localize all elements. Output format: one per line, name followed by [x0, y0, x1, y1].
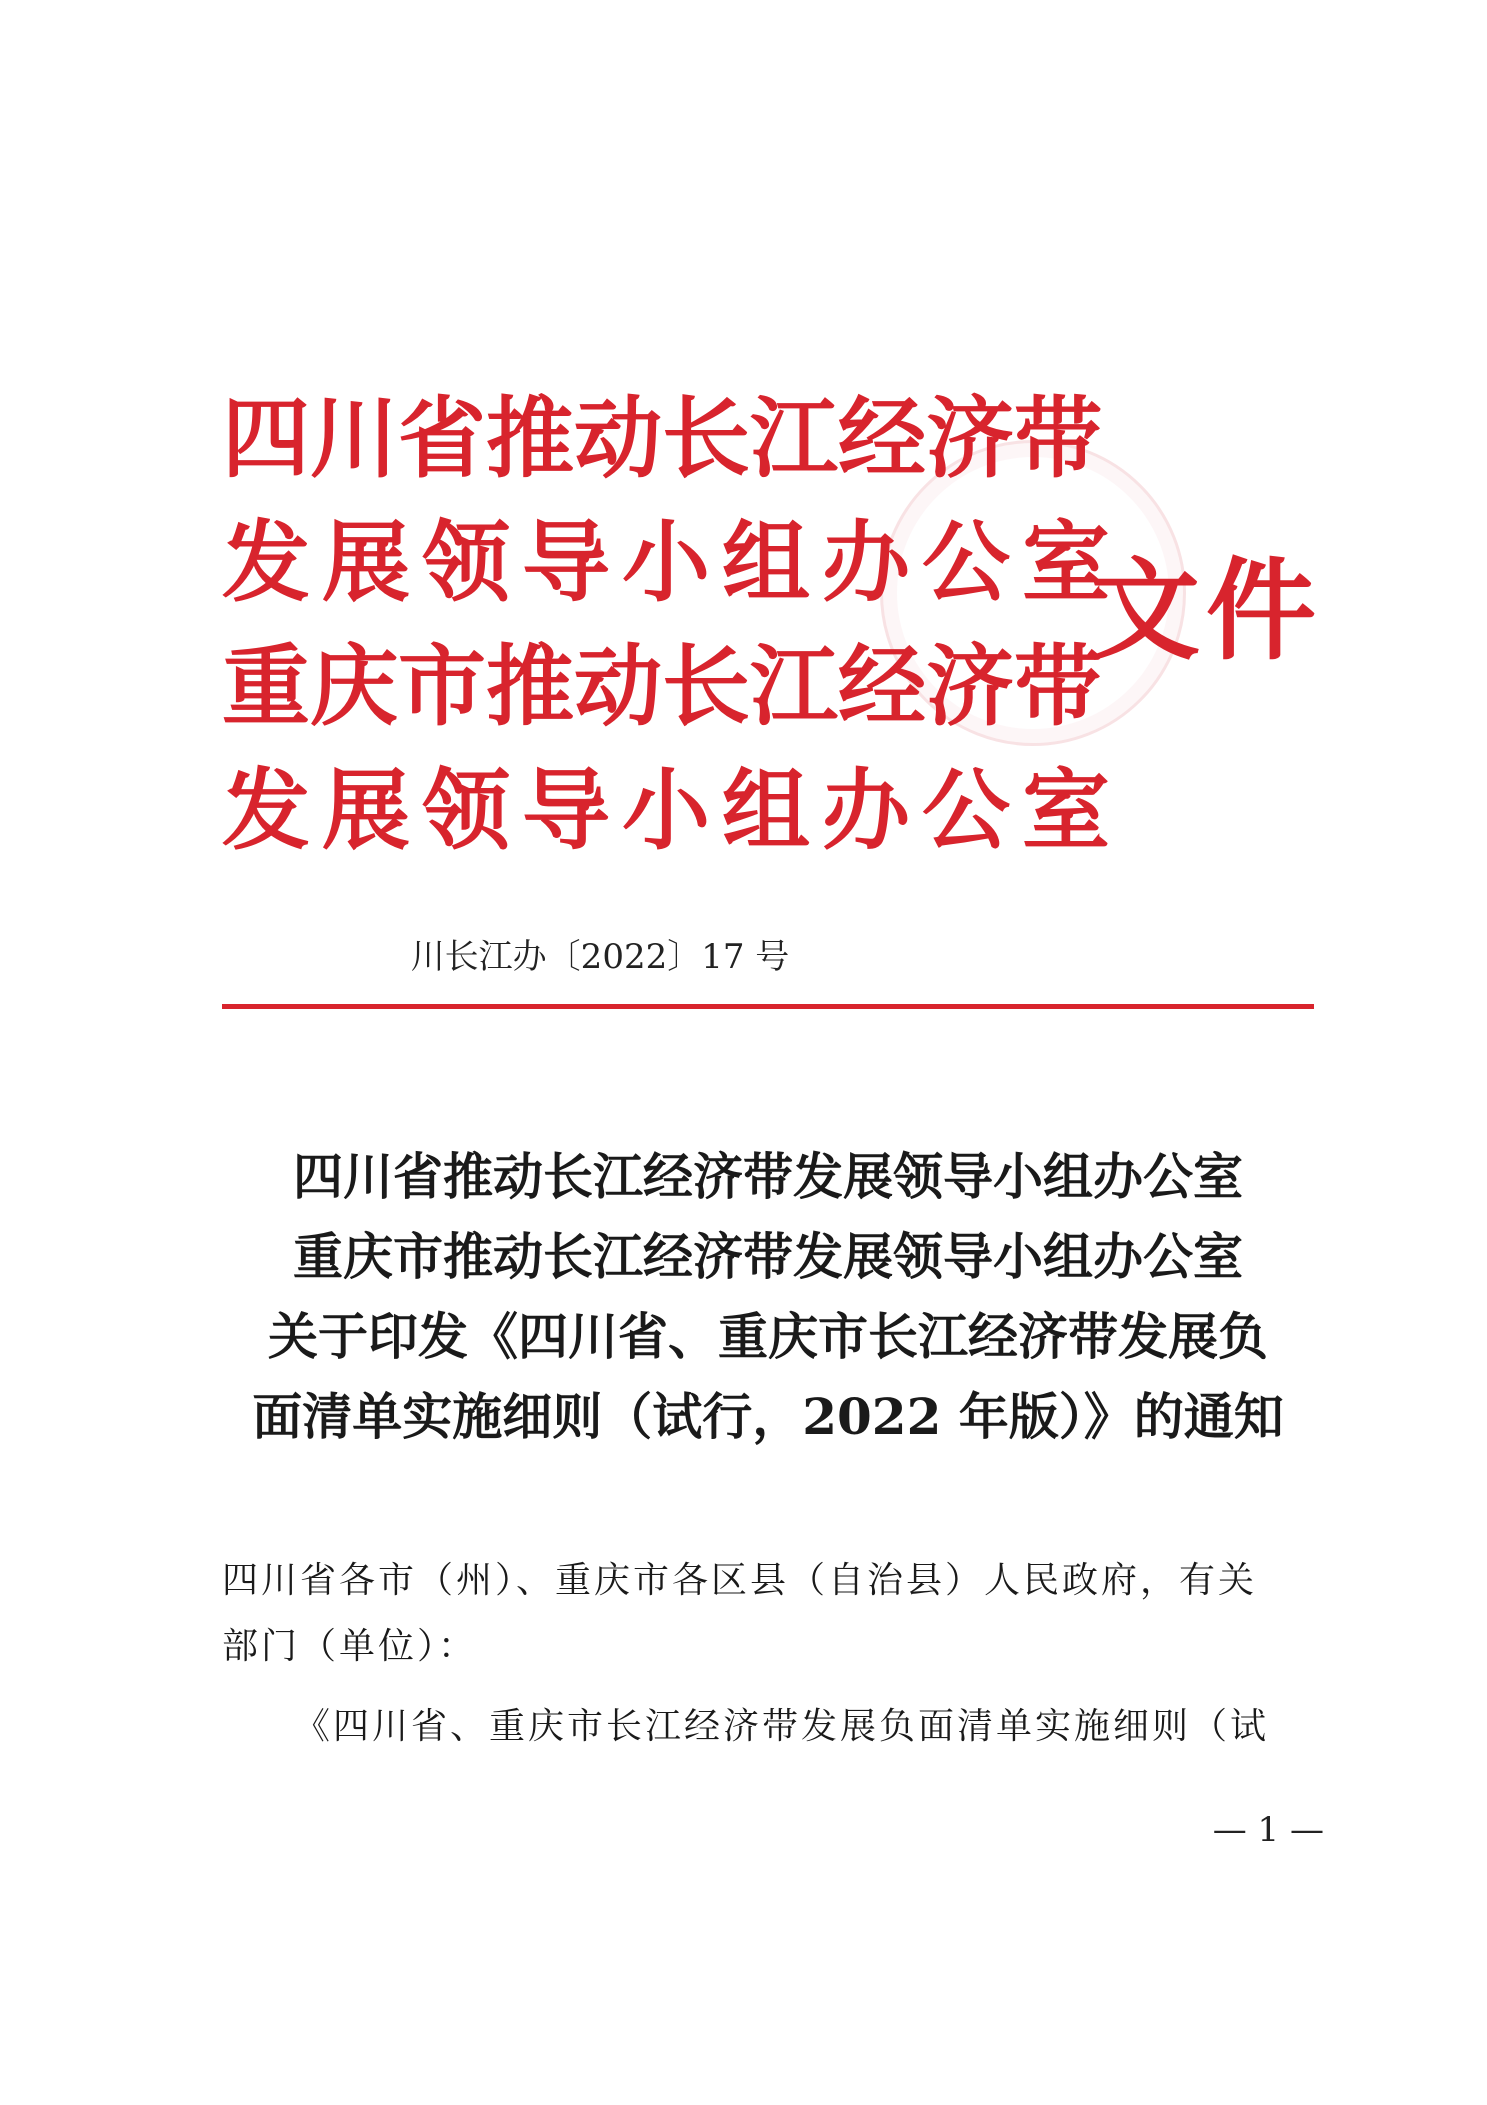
org-line-2: 发展领导小组办公室 — [222, 510, 1123, 614]
salutation-line-1: 四川省各市（州）、重庆市各区县（自治县）人民政府，有关 — [222, 1560, 1258, 1601]
org-line-4: 发展领导小组办公室 — [222, 758, 1123, 862]
title-line-2: 重庆市推动长江经济带发展领导小组办公室 — [293, 1227, 1243, 1286]
body-paragraph: 《四川省、重庆市长江经济带发展负面清单实施细则（试 — [294, 1706, 1270, 1747]
salutation-line-2: 部门（单位）： — [222, 1626, 478, 1667]
title-line-1: 四川省推动长江经济带发展领导小组办公室 — [293, 1147, 1243, 1206]
org-line-1: 四川省推动长江经济带 — [222, 386, 1103, 490]
page-number: — 1 — — [1212, 1810, 1324, 1850]
red-divider-line — [222, 1004, 1314, 1009]
issuing-organizations — [222, 376, 1123, 872]
title-line-4: 面清单实施细则（试行，2022 年版）》的通知 — [252, 1387, 1284, 1446]
notice-title — [222, 1137, 1314, 1457]
title-line-3: 关于印发《四川省、重庆市长江经济带发展负 — [268, 1307, 1268, 1366]
org-line-3: 重庆市推动长江经济带 — [222, 634, 1103, 738]
salutation — [222, 1548, 1314, 1680]
document-number: 川长江办〔2022〕17 号 — [410, 937, 790, 977]
document-type-label: 文件 — [1090, 546, 1322, 675]
